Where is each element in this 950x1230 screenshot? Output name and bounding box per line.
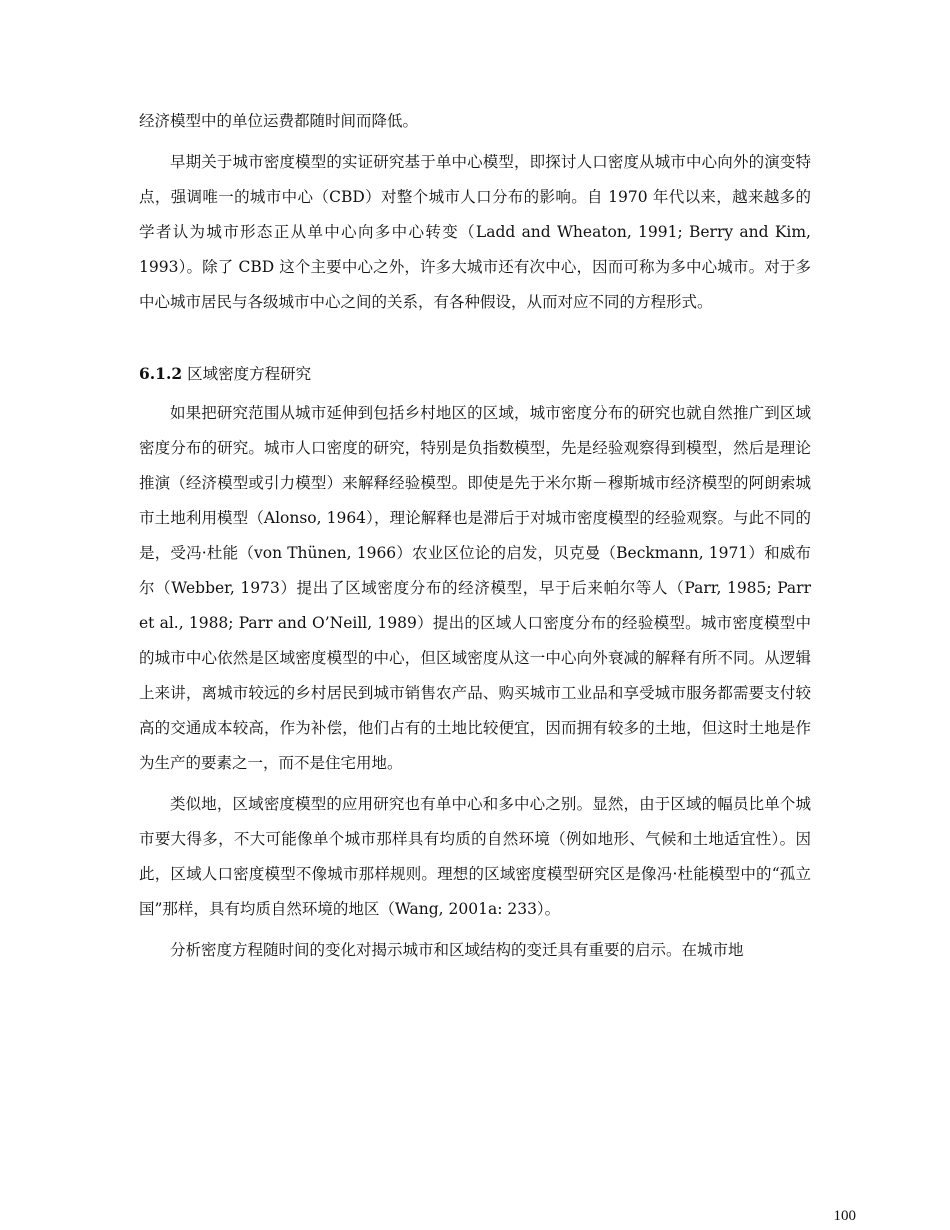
section-number: 6.1.2 <box>139 364 183 383</box>
paragraph: 如果把研究范围从城市延伸到包括乡村地区的区域，城市密度分布的研究也就自然推广到区域密度分布的研究。城市人口密度的研究，特别是负指数模型，先是经验观察得到模型，然后是理论推演（经济模型或引力模型）来解释经验模型。即使是先于米尔斯－穆斯城市经济模型的阿朗索城市土地利用模型（Alonso, 1964），理论解释也是滞后于对城市密度模型的经验观察。与此不同的是，受冯·杜能（von Thünen, 1966）农业区位论的启发，贝克曼（Beckmann, 1971）和威布尔（Webber, 1973）提出了区域密度分布的经济模型，早于后来帕尔等人（Parr, 1985; Parr et al., 1988; Parr and O’Neill, 1989）提出的区域人口密度分布的经验模型。城市密度模型中的城市中心依然是区域密度模型的中心，但区域密度从这一中心向外衰减的解释有所不同。从逻辑上来讲，离城市较远的乡村居民到城市销售农产品、购买城市工业品和享受城市服务都需要支付较高的交通成本较高，作为补偿，他们占有的土地比较便宜，因而拥有较多的土地，但这时土地是作为生产的要素之一，而不是住宅用地。 <box>139 404 811 772</box>
paragraph: 早期关于城市密度模型的实证研究基于单中心模型，即探讨人口密度从城市中心向外的演变特点，强调唯一的城市中心（CBD）对整个城市人口分布的影响。自 1970 年代以来，越来越多的学者认为城市形态正从单中心向多中心转变（Ladd and Wheaton, 1991; Berry and Kim, 1993）。除了 CBD 这个主要中心之外，许多大城市还有次中心，因而可称为多中心城市。对于多中心城市居民与各级城市中心之间的关系，有各种假设，从而对应不同的方程形式。 <box>139 153 811 311</box>
paragraph: 分析密度方程随时间的变化对揭示城市和区域结构的变迁具有重要的启示。在城市地 <box>170 941 744 959</box>
page-number: 100 <box>833 1208 856 1224</box>
section-title: 区域密度方程研究 <box>187 365 312 383</box>
body-text <box>139 104 811 968</box>
paragraph: 类似地，区域密度模型的应用研究也有单中心和多中心之别。显然，由于区域的幅员比单个城市要大得多，不大可能像单个城市那样具有均质的自然环境（例如地形、气候和土地适宜性）。因此，区域人口密度模型不像城市那样规则。理想的区域密度模型研究区是像冯·杜能模型中的“孤立国”那样，具有均质自然环境的地区（Wang, 2001a: 233）。 <box>139 795 811 918</box>
section-heading <box>139 356 811 392</box>
paragraph-continuation: 经济模型中的单位运费都随时间而降低。 <box>139 112 419 130</box>
